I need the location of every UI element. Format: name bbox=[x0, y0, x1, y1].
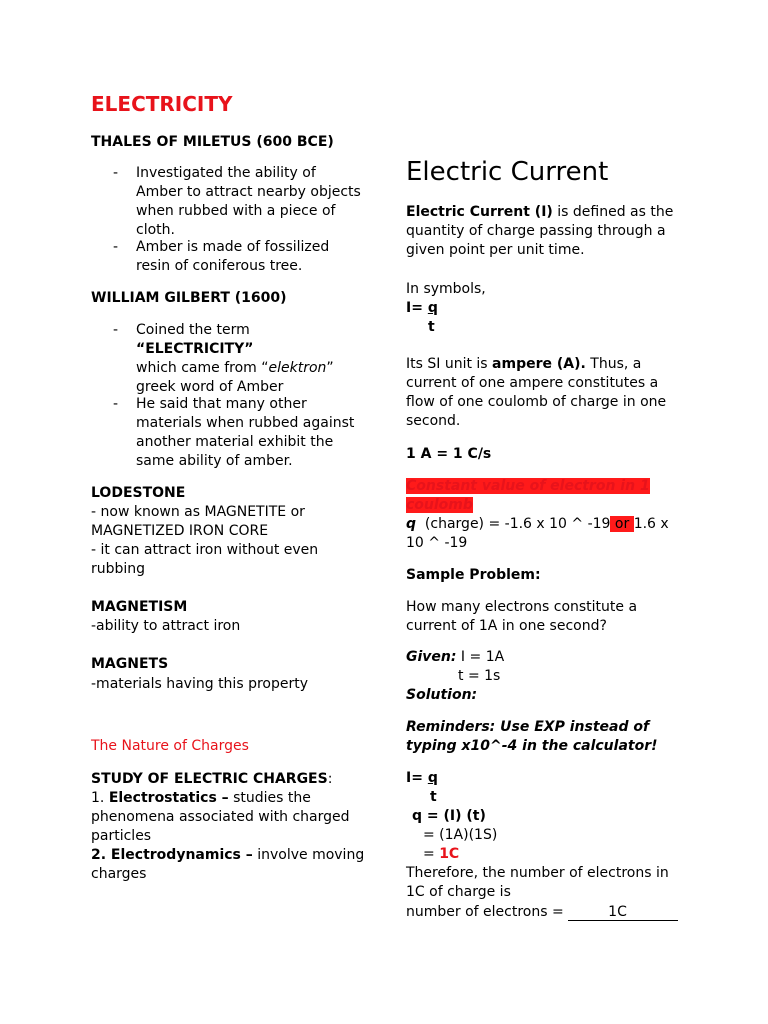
sol-q-eq: q = (I) (t) bbox=[412, 808, 486, 824]
si-unit bbox=[406, 355, 678, 431]
sol-t: t bbox=[430, 789, 437, 805]
sol-q: q bbox=[427, 770, 438, 786]
lodestone-heading: LODESTONE bbox=[91, 485, 186, 501]
charge-value bbox=[406, 515, 686, 553]
si-rest: Thus, a current of one ampere constitutes a flow of one coulomb of charge in one second. bbox=[406, 356, 667, 429]
gilbert-b1-line1: Coined the term bbox=[136, 322, 250, 338]
formula bbox=[406, 299, 438, 318]
lodestone-line: - now known as MAGNETITE or bbox=[91, 504, 305, 520]
solution-label: Solution: bbox=[406, 687, 478, 703]
study-heading-text: STUDY OF ELECTRIC CHARGES bbox=[91, 771, 328, 787]
formula-i: I= bbox=[406, 300, 428, 316]
item-1-num: 1. bbox=[91, 790, 109, 806]
constant-line-1: Constant value of electron in 1 bbox=[406, 478, 650, 494]
item-1 bbox=[91, 789, 371, 846]
gilbert-b1-line3 bbox=[136, 359, 361, 378]
formula-q: q bbox=[427, 300, 438, 316]
therefore: Therefore, the number of electrons in 1C of charge is bbox=[406, 865, 669, 900]
definition-term: Electric Current (I) bbox=[406, 204, 553, 220]
magnets-heading: MAGNETS bbox=[91, 656, 169, 672]
solution-formula bbox=[406, 769, 438, 788]
in-symbols: In symbols, bbox=[406, 281, 486, 297]
given-label: Given: bbox=[406, 649, 457, 665]
num-blank bbox=[568, 905, 678, 921]
sol-step-2: = (1A)(1S) bbox=[423, 827, 498, 843]
gilbert-b1-line3-pre: which came from “ bbox=[136, 360, 269, 376]
study-colon: : bbox=[327, 771, 333, 787]
gilbert-bullet-2: He said that many other materials when rubbed against another material exhibit the same ability of amber. bbox=[136, 396, 355, 469]
sol-step-3-val: 1C bbox=[439, 846, 460, 862]
charge-line-1: (charge) = -1.6 x 10 ^ -19 bbox=[416, 516, 611, 532]
gilbert-bullet-1 bbox=[136, 321, 361, 397]
given-i: I = 1A bbox=[456, 649, 505, 665]
item-1-bold: Electrostatics – bbox=[108, 790, 229, 806]
item-2-rest: involve moving charges bbox=[91, 847, 365, 882]
num-label: number of electrons = bbox=[406, 904, 569, 920]
nature-heading: The Nature of Charges bbox=[91, 738, 249, 754]
gilbert-b1-line3-post: ” bbox=[326, 360, 334, 376]
bullet-dash: - bbox=[113, 165, 119, 181]
charge-line-1-post: 1.6 x bbox=[633, 516, 669, 532]
sol-step-3-eq: = bbox=[423, 846, 440, 862]
study-block bbox=[91, 770, 371, 884]
given-t: t = 1s bbox=[458, 668, 501, 684]
lodestone-text bbox=[91, 503, 371, 579]
thales-heading: THALES OF MILETUS (600 BCE) bbox=[91, 134, 334, 150]
definition bbox=[406, 203, 678, 260]
constant-heading bbox=[406, 477, 650, 515]
si-bold: ampere (A). bbox=[492, 356, 586, 372]
section-title: Electric Current bbox=[406, 157, 609, 187]
sol-step-3 bbox=[423, 845, 459, 864]
item-1-rest: studies the phenomena associated with charged particles bbox=[91, 790, 350, 844]
constant-line-2: coulomb bbox=[406, 497, 473, 513]
bullet-dash: - bbox=[113, 239, 119, 255]
num-value: 1C bbox=[608, 904, 627, 920]
thales-bullet-1: Investigated the ability of Amber to attract nearby objects when rubbed with a piece of cloth. bbox=[136, 165, 361, 238]
study-heading bbox=[91, 770, 371, 789]
item-2 bbox=[91, 846, 371, 884]
magnetism-text: -ability to attract iron bbox=[91, 618, 241, 634]
q-symbol: q bbox=[406, 516, 417, 532]
lodestone-line: - it can attract iron without even bbox=[91, 542, 319, 558]
reminder: Reminders: Use EXP instead of typing x10^-4 in the calculator! bbox=[406, 719, 658, 754]
page-title: ELECTRICITY bbox=[91, 92, 233, 116]
gilbert-heading: WILLIAM GILBERT (1600) bbox=[91, 290, 287, 306]
formula-t: t bbox=[428, 319, 435, 335]
gilbert-b1-line4: greek word of Amber bbox=[136, 379, 284, 395]
si-pre: Its SI unit is bbox=[406, 356, 493, 372]
lodestone-line: MAGNETIZED IRON CORE bbox=[91, 523, 269, 539]
thales-bullet-2: Amber is made of fossilized resin of coniferous tree. bbox=[136, 239, 330, 274]
bullet-dash: - bbox=[113, 396, 119, 412]
given-line bbox=[406, 648, 504, 667]
elektron-word: elektron bbox=[268, 360, 327, 376]
magnetism-heading: MAGNETISM bbox=[91, 599, 188, 615]
bullet-dash: - bbox=[113, 322, 119, 338]
gilbert-b1-line2: “ELECTRICITY” bbox=[136, 341, 254, 357]
unit-equation: 1 A = 1 C/s bbox=[406, 446, 492, 462]
definition-rest: is defined as the quantity of charge passing through a given point per unit time. bbox=[406, 204, 674, 258]
item-2-bold: 2. Electrodynamics – bbox=[91, 847, 253, 863]
num-electrons-line bbox=[406, 903, 691, 922]
lodestone-line: rubbing bbox=[91, 561, 146, 577]
magnets-text: -materials having this property bbox=[91, 676, 308, 692]
sol-i: I= bbox=[406, 770, 428, 786]
sample-heading: Sample Problem: bbox=[406, 567, 541, 583]
question: How many electrons constitute a current of 1A in one second? bbox=[406, 599, 638, 634]
charge-line-2: 10 ^ -19 bbox=[406, 535, 468, 551]
or-highlight: or bbox=[610, 516, 634, 532]
